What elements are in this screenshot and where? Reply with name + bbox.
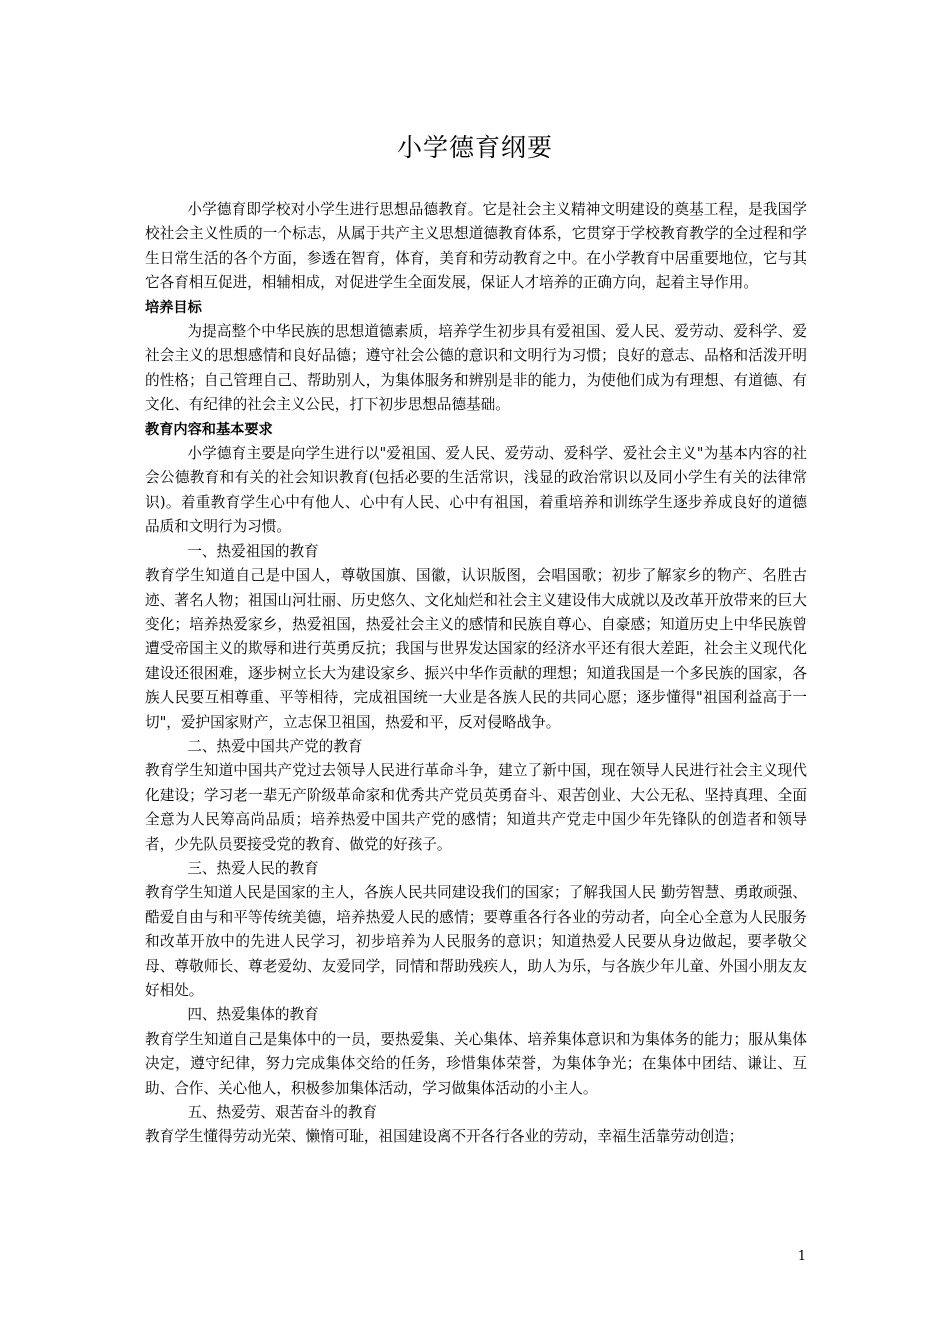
item-title-labor: 五、热爱劳、艰苦奋斗的教育: [187, 1104, 378, 1122]
intro-paragraph: 小学德育即学校对小学生进行思想品德教育。它是社会主义精神文明建设的奠基工程，是我国学校社会主义性质的一个标志，从属于共产主义思想道德教育体系，它贯穿于学校教育教学的全过程和学生日常生活的各个方面，参透在智育，体育，美育和劳动教育之中。在小学教育中居重要地位，它与其它各育相互促进，相辅相成，对促进学生全面发展，保证人才培养的正确方向，起着主导作用。: [145, 201, 807, 292]
section-heading-goal: 培养目标: [145, 299, 202, 316]
section-heading-content: 教育内容和基本要求: [145, 421, 273, 438]
item-text-collective: 教育学生知道自己是集体中的一员，要热爱集、关心集体、培养集体意识和为集体务的能力；服从集体决定，遵守纪律，努力完成集体交给的任务，珍惜集体荣誉，为集体争光；在集体中团结、谦让、互助、合作、关心他人，积极参加集体活动，学习做集体活动的小主人。: [145, 1030, 807, 1097]
item-title-patriotism: 一、热爱祖国的教育: [187, 542, 319, 560]
item-text-people: 教育学生知道人民是国家的主人，各族人民共同建设我们的国家；了解我国人民 勤劳智慧、勇敢顽强、酷爱自由与和平等传统美德，培养热爱人民的感情；要尊重各行各业的劳动者，向全心全意为人民服务和改革开放中的先进人民学习，初步培养为人民服务的意识；知道热爱人民要从身边做起，要孝敬父母、尊敬师长、尊老爱幼、友爱同学，同情和帮助残疾人，助人为乐，与各族少年儿童、外国小朋友友好相处。: [145, 884, 807, 999]
item-title-collective: 四、热爱集体的教育: [187, 1006, 319, 1024]
goal-paragraph: 为提高整个中华民族的思想道德素质，培养学生初步具有爱祖国、爱人民、爱劳动、爱科学、爱社会主义的思想感情和良好品德；遵守社会公德的意识和文明行为习惯；良好的意志、品格和活泼开明的性格；自己管理自己、帮助别人，为集体服务和辨别是非的能力，为使他们成为有理想、有道德、有文化、有纪律的社会主义公民，打下初步思想品德基础。: [145, 323, 807, 414]
item-text-party: 教育学生知道中国共产党过去领导人民进行革命斗争，建立了新中国，现在领导人民进行社会主义现代化建设；学习老一辈无产阶级革命家和优秀共产党员英勇奋斗、艰苦创业、大公无私、坚持真理、全面全意为人民筹高尚品质；培养热爱中国共产党的感情；知道共产党走中国少年先锋队的创造者和领导者，少先队员要接受党的教育、做党的好孩子。: [145, 762, 807, 853]
item-text-patriotism: 教育学生知道自己是中国人，尊敬国旗、国徽，认识版图，会唱国歌；初步了解家乡的物产、名胜古迹、著名人物；祖国山河壮丽、历史悠久、文化灿烂和社会主义建设伟大成就以及改革开放带来的巨大变化；培养热爱家乡，热爱祖国，热爱社会主义的感情和民族自尊心、自豪感；知道历史上中华民族曾遭受帝国主义的欺辱和进行英勇反抗；我国与世界发达国家的经济水平还有很大差距，社会主义现代化建设还很困难，逐步树立长大为建设家乡、振兴中华作贡献的理想；知道我国是一个多民族的国家，各族人民要互相尊重、平等相待，完成祖国统一大业是各族人民的共同心愿；逐步懂得"祖国利益高于一切"，爱护国家财产，立志保卫祖国，热爱和平，反对侵略战争。: [145, 567, 807, 731]
content-paragraph: 小学德育主要是向学生进行以"爱祖国、爱人民、爱劳动、爱科学、爱社会主义"为基本内容的社会公德教育和有关的社会知识教育(包括必要的生活常识，浅显的政治常识以及同小学生有关的法律常识)。着重教育学生心中有他人、心中有人民、心中有祖国，着重培养和训练学生逐步养成良好的道德品质和文明行为习惯。: [145, 445, 807, 536]
document-body: [145, 198, 807, 1150]
document-title: 小学德育纲要: [396, 133, 553, 162]
item-title-people: 三、热爱人民的教育: [187, 859, 319, 877]
item-text-labor: 教育学生懂得劳动光荣、懒惰可耻，祖国建设离不开各行各业的劳动，幸福生活靠劳动创造；: [145, 1128, 744, 1146]
item-title-party: 二、热爱中国共产党的教育: [187, 737, 363, 755]
page-number: 1: [797, 1249, 806, 1264]
